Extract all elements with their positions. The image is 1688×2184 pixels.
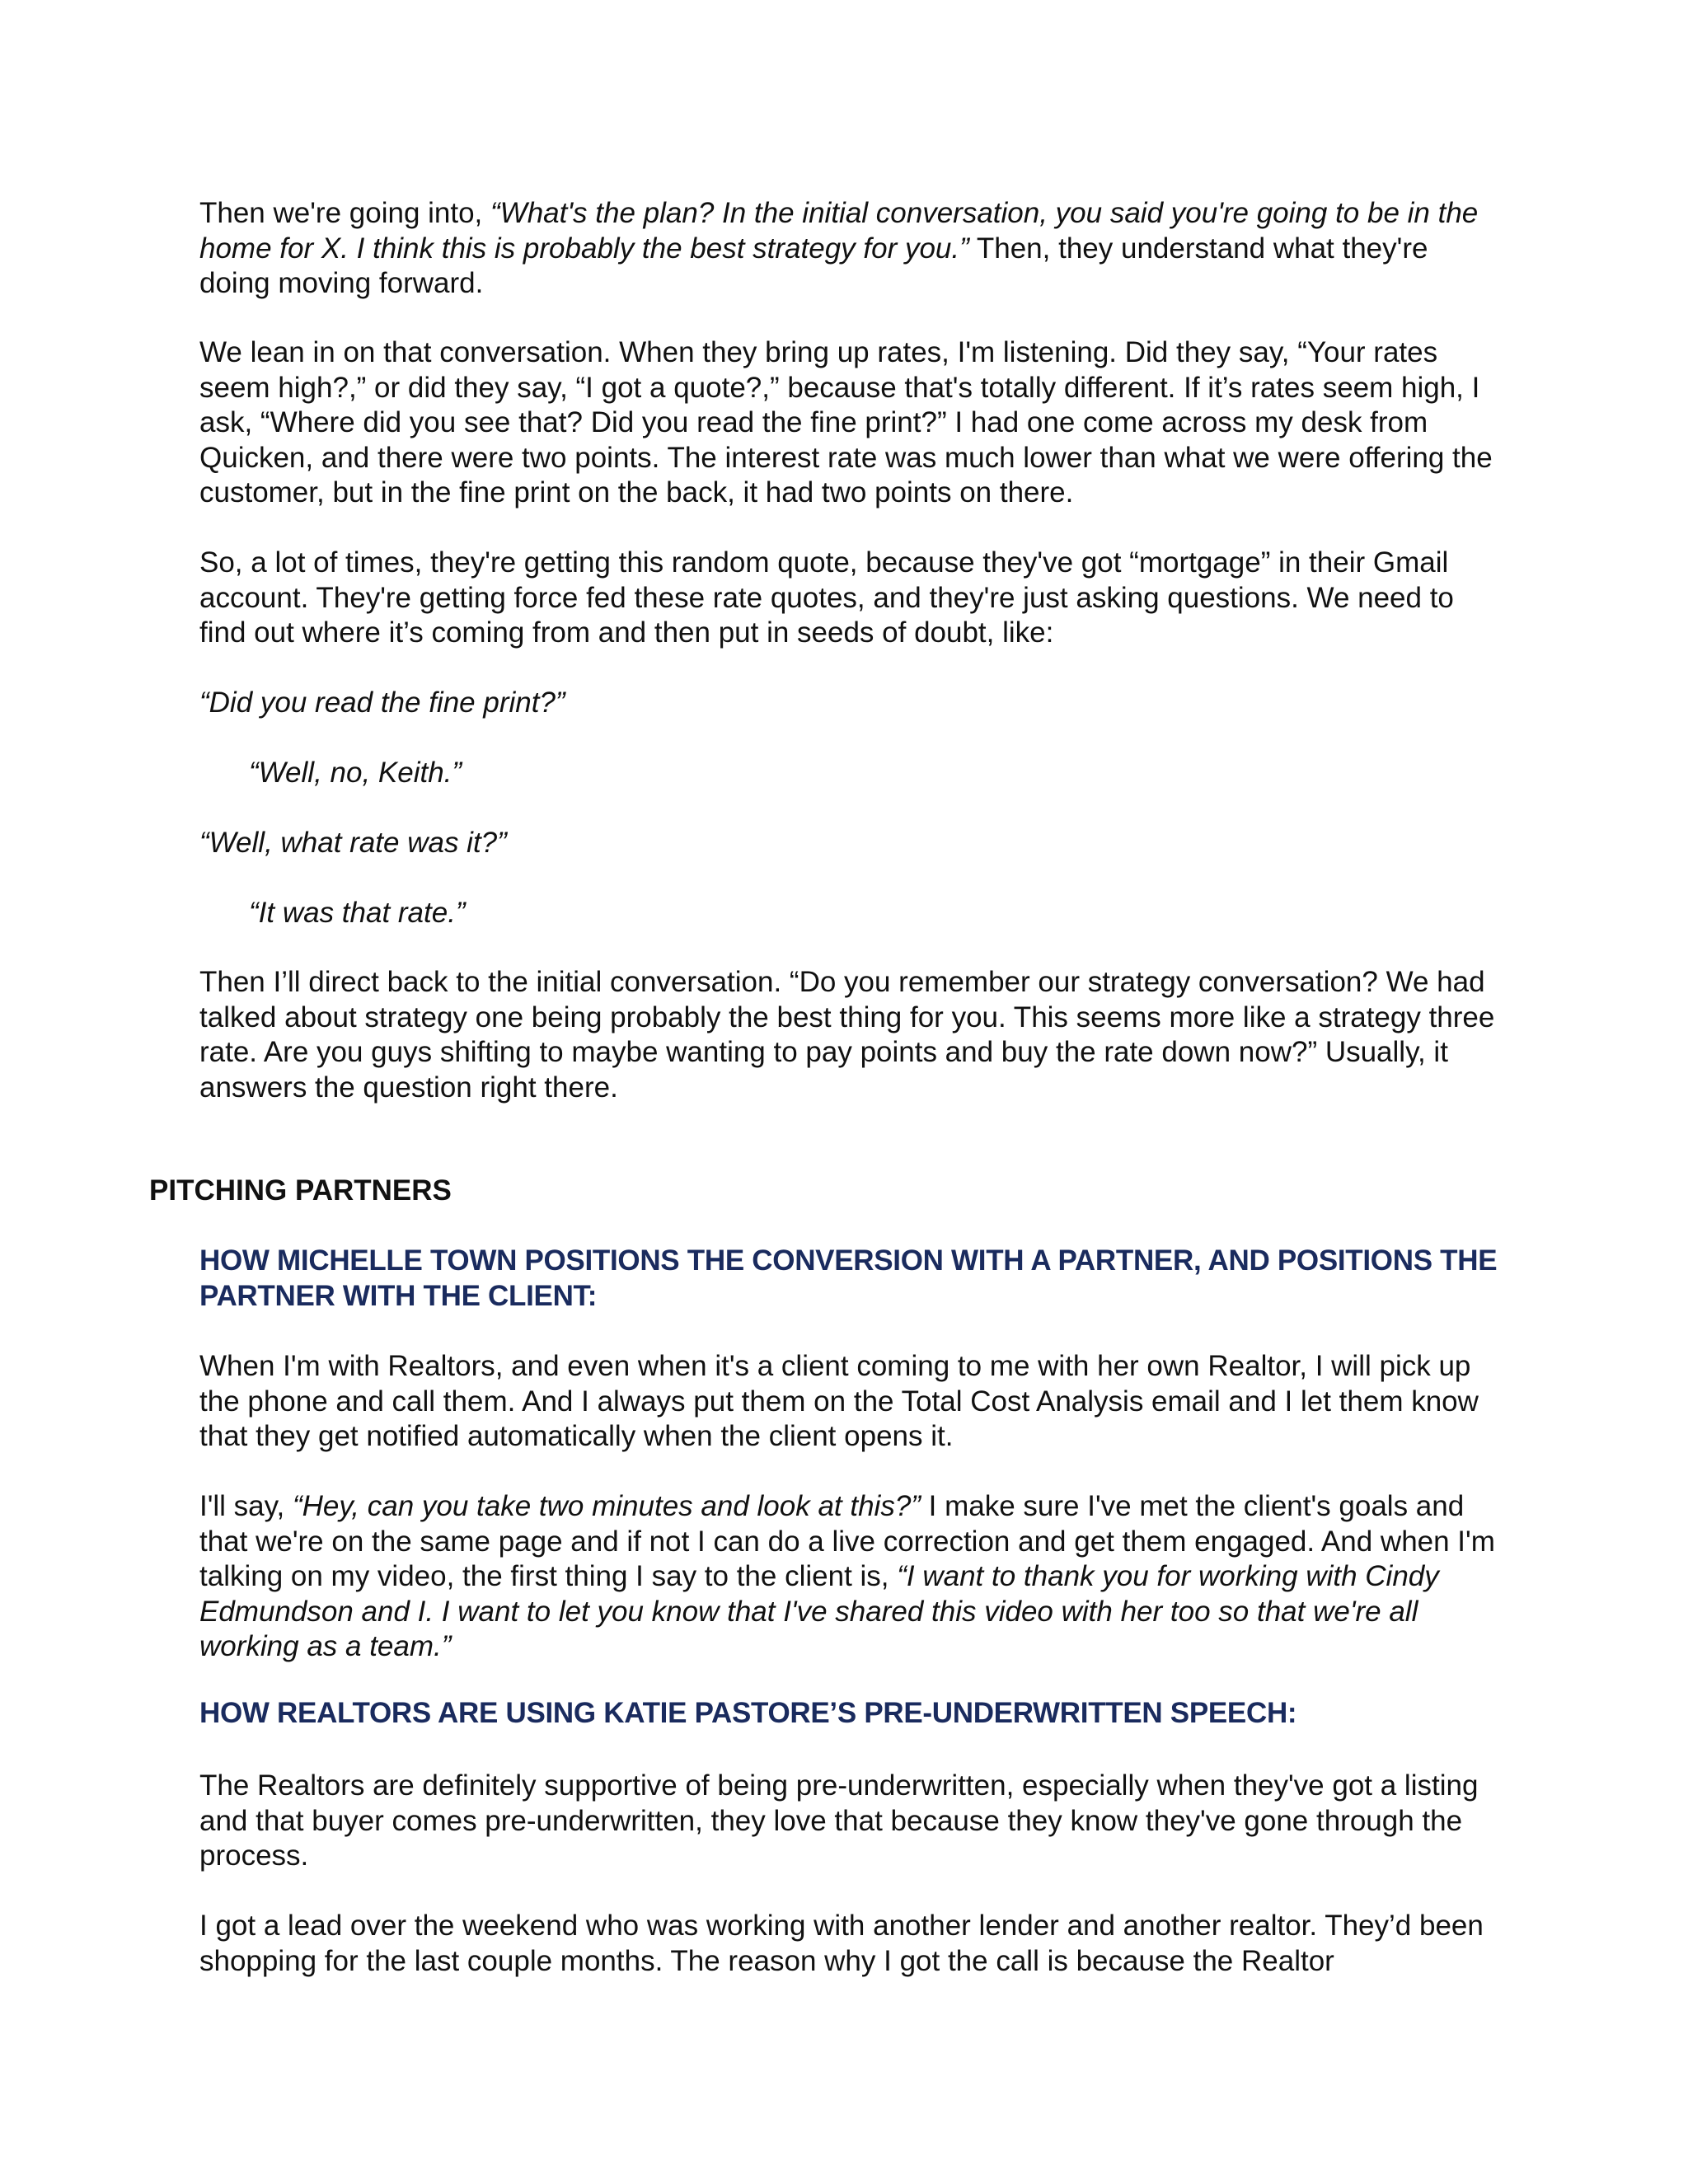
paragraph-plan-lead: Then we're going into, [199, 197, 491, 229]
paragraph-plan [199, 196, 1502, 302]
paragraph-video-middle: I make sure I've met the client's goals and that we're on the same page and if not I can do a live correction and get them engaged. And when I'm talking on my video, the first thing I say to the client is, [199, 1490, 1495, 1592]
paragraph-video [199, 1489, 1502, 1665]
dialogue-line-1: “Did you read the fine print?” [199, 687, 565, 719]
dialogue-line-2: “Well, no, Keith.” [249, 757, 462, 789]
paragraph-plan-tail: Then, they understand what they're doing moving forward. [199, 232, 1428, 299]
paragraph-random-quote: So, a lot of times, they're getting this random quote, because they've got “mortgage” in their Gmail account. They're getting force fed these rate quotes, and they're just asking questions. We need to find out where it’s coming from and then put in seeds of doubt, like: [199, 546, 1454, 649]
dialogue-line-4: “It was that rate.” [249, 897, 466, 929]
subheading-michelle-town: HOW MICHELLE TOWN POSITIONS THE CONVERSION WITH A PARTNER, AND POSITIONS THE PARTNER WITH THE CLIENT: [199, 1244, 1498, 1312]
paragraph-video-quote-1: “Hey, can you take two minutes and look at this?” [293, 1490, 921, 1522]
paragraph-lead-weekend: I got a lead over the weekend who was working with another lender and another realtor. They’d been shopping for the last couple months. The reason why I got the call is because the Realtor [199, 1910, 1484, 1977]
dialogue-line-3: “Well, what rate was it?” [199, 827, 507, 859]
paragraph-rates: We lean in on that conversation. When they bring up rates, I'm listening. Did they say, “Your rates seem high?,” or did they say, “I got a quote?,” because that's totally different. If it’s rates seem high, I ask, “Where did you see that? Did you read the fine print?” I had one come across my desk from Quicken, and there were two points. The interest rate was much lower than what we were offering the customer, but in the fine print on the back, it had two points on there. [199, 336, 1493, 509]
paragraph-plan-quote: “What's the plan? In the initial conversation, you said you're going to be in the home for X. I think this is probably the best strategy for you.” [199, 197, 1479, 265]
subheading-katie-pastore: HOW REALTORS ARE USING KATIE PASTORE’S PRE-UNDERWRITTEN SPEECH: [199, 1697, 1297, 1729]
paragraph-pre-underwritten: The Realtors are definitely supportive of being pre-underwritten, especially when they've got a listing and that buyer comes pre-underwritten, they love that because they know they've gone through the process. [199, 1769, 1479, 1872]
paragraph-realtors-call: When I'm with Realtors, and even when it's a client coming to me with her own Realtor, I will pick up the phone and call them. And I always put them on the Total Cost Analysis email and I let them know that they get notified automatically when the client opens it. [199, 1350, 1479, 1452]
paragraph-video-lead: I'll say, [199, 1490, 293, 1522]
section-heading: PITCHING PARTNERS [149, 1174, 452, 1207]
paragraph-strategy: Then I’ll direct back to the initial conversation. “Do you remember our strategy conversation? We had talked about strategy one being probably the best thing for you. This seems more like a strategy three rate. Are you guys shifting to maybe wanting to pay points and buy the rate down now?” Usually, it answers the question right there. [199, 966, 1495, 1104]
paragraph-video-quote-2: “I want to thank you for working with Cindy Edmundson and I. I want to let you know that I've shared this video with her too so that we're all working as a team.” [199, 1560, 1439, 1662]
